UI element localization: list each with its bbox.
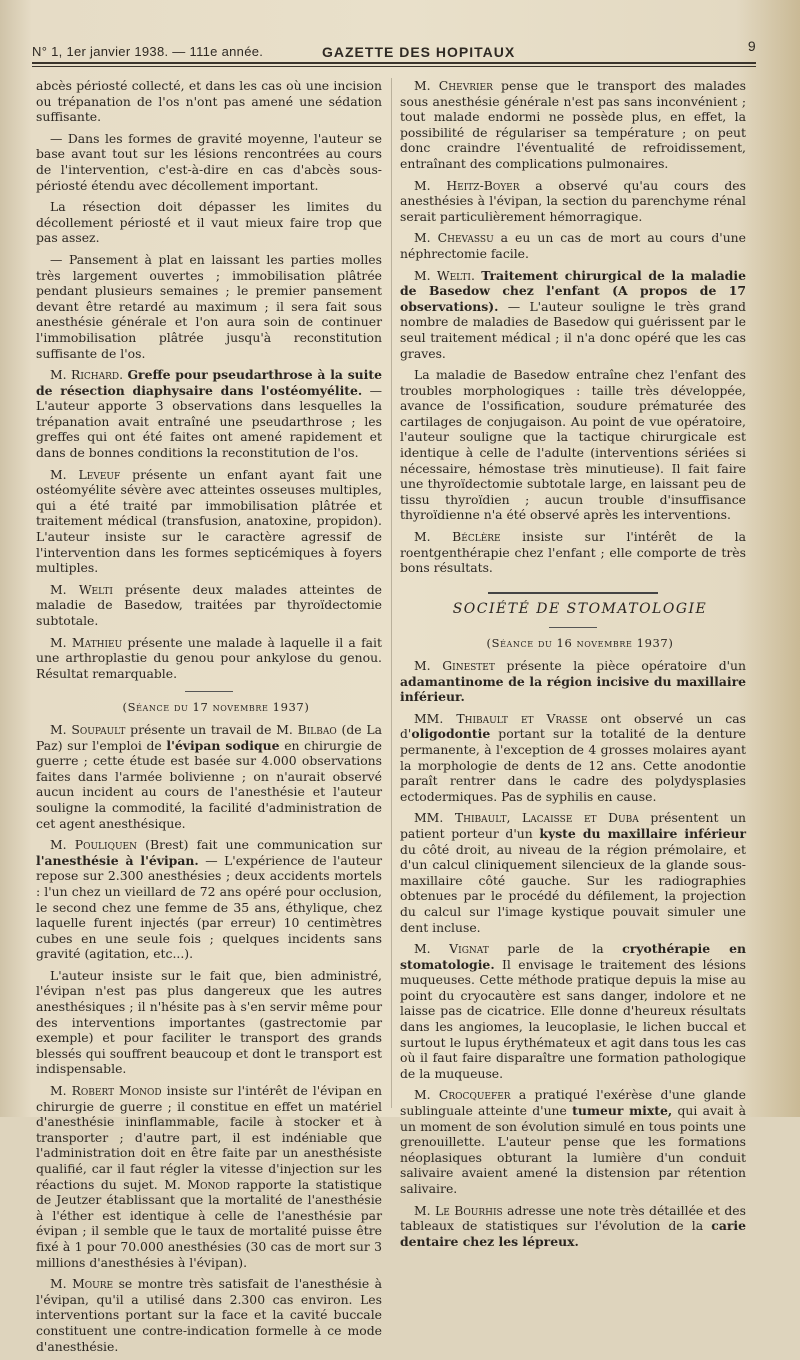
author-name: M. Béclère (414, 529, 501, 545)
paragraph-text: rapporte la statistique de Jeutzer établissant que la mortalité de l'anesthésie à l'éther est identique à celle de l'anesthésie par évipan ; il semble que le taux de mortalité puisse être fixé à 1 pour 70.000 anesthésies (30 cas de mort sur 3 millions d'anesthésies à l'évipan). (36, 1176, 382, 1270)
paragraph-text: a observé qu'au cours des anesthésies à l'évipan, la section du parenchyme rénal serait particulièrement hémorragique. (400, 177, 746, 224)
paragraph-text: en chirurgie de guerre ; cette étude est basée sur 4.000 observations faites dans l'armée bolivienne ; on n'aurait observé aucun incident au cours de l'anesthésie et l'auteur souligne la commodité, la facilité d'administration de cet agent anesthésique. (36, 737, 382, 831)
author-name: MM. Thibault et Vrasse (414, 710, 588, 726)
paragraph-text: parle de la (507, 941, 604, 957)
page-number: 9 (747, 38, 756, 54)
paragraph (36, 367, 382, 461)
paragraph-text: insiste sur l'intérêt de l'évipan en chirurgie de guerre ; il constitue en effet un matériel d'anesthésie ininflammable, facile à stocker et à transporter ; d'autre part, il est indéniable que l'administration doit en être faite par un anesthésiste qualifié, car il faut régler la vitesse d'injection sur les réactions du sujet. M. (36, 1083, 382, 1192)
paragraph (400, 529, 746, 576)
author-name: M. Welti. (414, 267, 475, 283)
paragraph (400, 711, 746, 805)
left-column (36, 78, 382, 1360)
paragraph (36, 1276, 382, 1354)
header-rule-thin (32, 66, 756, 67)
header-rule (32, 62, 756, 64)
paragraph (400, 1087, 746, 1196)
author-name: Bilbao (297, 721, 337, 737)
author-name: M. Mathieu (50, 634, 123, 650)
author-name: M. Crocquefer (414, 1087, 511, 1103)
paragraph (36, 635, 382, 682)
society-separator (488, 592, 658, 594)
paragraph-text: présente une malade à laquelle il a fait une arthroplastie du genou pour ankylose du genou. Résultat remarquable. (36, 634, 382, 681)
paragraph: abcès périosté collecté, et dans les cas où une incision ou trépanation de l'os n'ont pas amené une sédation suffisante. (36, 78, 382, 125)
paragraph (400, 230, 746, 261)
author-name: M. Richard. (50, 367, 124, 383)
paragraph: La résection doit dépasser les limites du décollement périosté et il vaut mieux faire trop que pas assez. (36, 199, 382, 246)
paragraph-text: — L'expérience de l'auteur repose sur 2.300 anesthésies ; deux accidents mortels : l'un chez un vieillard de 72 ans opéré pour occlusion, le second chez une femme de 35 ans, éthylique, chez laquelle furent injectés (par erreur) 10 centimètres cubes en une seule fois ; quelques incidents sans gravité (agitation, etc...). (36, 852, 382, 962)
paragraph-text: présente un enfant ayant fait une ostéomyélite sévère avec atteintes osseuses multiples, qui a été traité par immobilisation plâtrée et traitement médical (transfusion, anatoxine, propidon). L'auteur insiste sur le caractère agressif de l'intervention dans les formes septicémiques à foyers multiples. (36, 466, 382, 576)
journal-title: GAZETTE DES HOPITAUX (322, 44, 516, 60)
author-name: M. Chevassu (414, 230, 494, 246)
session-heading: (Séance du 17 novembre 1937) (122, 700, 310, 715)
paragraph: — Pansement à plat en laissant les parties molles très largement ouvertes ; immobilisation plâtrée pendant plusieurs semaines ; le premier pansement devant être retardé au maximum ; il sera fait sous anesthésie générale et l'on aura soin de continuer l'immobilisation plâtrée jusqu'à reconstitution suffisante de l'os. (36, 251, 382, 361)
running-head (32, 38, 756, 60)
author-name: Monod (187, 1176, 230, 1192)
paragraph (400, 178, 746, 225)
paragraph (36, 837, 382, 962)
paragraph-text: portant sur la totalité de la denture permanente, à l'exception de 4 grosses molaires ayant la morphologie de dents de 12 ans. Cette anodontie paraît rentrer dans le cadre des polydysplasies ectodermiques. Pas de syphilis en cause. (400, 726, 746, 804)
society-heading: SOCIÉTÉ DE STOMATOLOGIE (452, 600, 708, 617)
paragraph-text: ont observé un cas d' (400, 710, 746, 742)
paragraph (36, 722, 382, 831)
paragraph-text: — L'auteur apporte 3 observations dans lesquelles la trépanation avait entraîné une pseudarthrose ; les greffes qui ont été faites ont amené rapidement et dans de bonnes conditions la reconstitution de l'os. (36, 382, 382, 461)
communication-title: l'évipan sodique (166, 737, 280, 753)
communication-title: kyste du maxillaire inférieur (539, 825, 746, 841)
communication-title: adamantinome de la région incisive du maxillaire inférieur. (400, 673, 746, 705)
paragraph (400, 1203, 746, 1250)
paragraph-text: présente la pièce opératoire d'un (506, 658, 746, 673)
paragraph-text: se montre très satisfait de l'anesthésie à l'évipan, qu'il a utilisé dans 2.300 cas environ. Les interventions portant sur la face et la cavité buccale constituent une contre-indication formelle à ce mode d'anesthésie. (36, 1276, 382, 1354)
author-name: M. Vignat (414, 941, 489, 957)
paragraph (400, 658, 746, 705)
paragraph-text: (Brest) fait une communication sur (145, 837, 382, 853)
paragraph-text: pense que le transport des malades sous anesthésie générale n'est pas sans inconvénient ; tout malade endormi ne possède plus, en effet, la possibilité de régulariser sa température ; on peut donc craindre l'éventualité de refroidissement, entraînant des complications pulmonaires. (400, 78, 746, 171)
column-divider (391, 78, 392, 1108)
paragraph-text: qui avait à un moment de son évolution simulé en tous points une grenouillette. L'auteur pense que les formations néoplasiques obturant la lumière d'un conduit salivaire avaient amené la distension par rétention salivaire. (400, 1103, 747, 1196)
paragraph (36, 582, 382, 629)
paragraph-text: Il envisage le traitement des lésions muqueuses. Cette méthode pratique depuis la mise au point du cryocautère est sans danger, indolore et ne laisse pas de cicatrice. Elle donne d'heureux résultats dans les angiomes, la leucoplasie, le lichen buccal et surtout le lupus érythémateux et agit dans tous les cas où il faut faire disparaître une formation pathologique de la muqueuse. (400, 956, 746, 1081)
author-name: M. Ginestet (414, 658, 495, 673)
author-name: M. Heitz-Boyer (414, 177, 520, 193)
author-name: M. Welti (50, 581, 113, 597)
paragraph-text: présente un travail de M. (130, 721, 293, 737)
author-name: M. Moure (50, 1276, 114, 1292)
communication-title: l'anesthésie à l'évipan. (36, 852, 199, 868)
paragraph (36, 1083, 382, 1270)
paragraph-text: présente deux malades atteintes de maladie de Basedow, traitées par thyroïdectomie subtotale. (36, 581, 382, 628)
paragraph-text: insiste sur l'intérêt de la roentgenthérapie chez l'enfant ; elle comporte de très bons résultats. (400, 529, 746, 576)
paragraph (400, 78, 746, 172)
paragraph (400, 268, 746, 362)
paragraph: La maladie de Basedow entraîne chez l'enfant des troubles morphologiques : taille très développée, avance de l'ossification, soudure prématurée des cartilages de conjugaison. Au point de vue opératoire, l'auteur souligne que la tactique chirurgicale est identique à celle de l'adulte (interventions sériées si nécessaire, hémostase très minutieuse). Il fait faire une thyroïdectomie subtotale large, en laissant peu de tissu thyroïdien ; aucun trouble d'insuffisance thyroïdienne n'a été observé après les interventions. (400, 367, 746, 523)
author-name: MM. Thibault, Lacaisse et Duba (414, 810, 639, 826)
author-name: M. Le Bourhis (414, 1202, 503, 1218)
communication-title: tumeur mixte, (572, 1103, 673, 1119)
paragraph-text: (de La Paz) sur l'emploi de (36, 721, 382, 753)
paragraph-text: — L'auteur souligne le très grand nombre de maladies de Basedow qui guérissent par le seul traitement médical ; il n'a donc opéré que les cas graves. (400, 298, 746, 361)
right-column (400, 78, 746, 1255)
paragraph-text: adresse une note très détaillée et des tableaux de statistiques sur l'évolution de la (400, 1202, 746, 1234)
section-separator (549, 627, 597, 628)
section-separator (185, 691, 233, 692)
paragraph-text: a eu un cas de mort au cours d'une néphrectomie facile. (400, 230, 746, 261)
paragraph (400, 941, 746, 1081)
communication-title: carie dentaire chez les lépreux. (400, 1218, 746, 1249)
paragraph: L'auteur insiste sur le fait que, bien administré, l'évipan n'est pas plus dangereux que les autres anesthésiques ; il n'hésite pas à s'en servir même pour des interventions importantes (gastrectomie par exemple) et pour faciliter le transport des grands blessés qui souffrent beaucoup et dont le transport est indispensable. (36, 967, 382, 1077)
paragraph-text: a pratiqué l'exérèse d'une glande sublinguale atteinte d'une (400, 1087, 746, 1119)
communication-title: cryothérapie en stomatologie. (400, 941, 746, 972)
paragraph-text: présentent un patient porteur d'un (400, 810, 746, 841)
issue-line: N° 1, 1er janvier 1938. — 111e année. (32, 44, 264, 59)
paragraph-text: du côté droit, au niveau de la région prémolaire, et d'un calcul cliniquement silencieux de la glande sous-maxillaire côté gauche. Sur les radiographies obtenues par le procédé du défilement, la projection du calcul sur l'image kystique pouvait simuler une dent incluse. (400, 841, 746, 935)
communication-title: Traitement chirurgical de la maladie de Basedow chez l'enfant (A propos de 17 observations). (400, 267, 746, 314)
author-name: M. Leveuf (50, 466, 121, 482)
author-name: M. Soupault (50, 721, 126, 737)
session-heading: (Séance du 16 novembre 1937) (486, 636, 674, 651)
communication-title: oligodontie (411, 726, 491, 742)
paragraph: — Dans les formes de gravité moyenne, l'auteur se base avant tout sur les lésions rencontrées au cours de l'intervention, c'est-à-dire en cas d'abcès sous-périosté étendu avec décollement important. (36, 130, 382, 193)
author-name: M. Chevrier (414, 78, 493, 93)
communication-title: Greffe pour pseudarthrose à la suite de résection diaphysaire dans l'ostéomyélite. (36, 367, 382, 398)
paragraph (36, 467, 382, 576)
paragraph (400, 810, 746, 935)
author-name: M. Pouliquen (50, 837, 137, 853)
author-name: M. Robert Monod (50, 1083, 162, 1099)
